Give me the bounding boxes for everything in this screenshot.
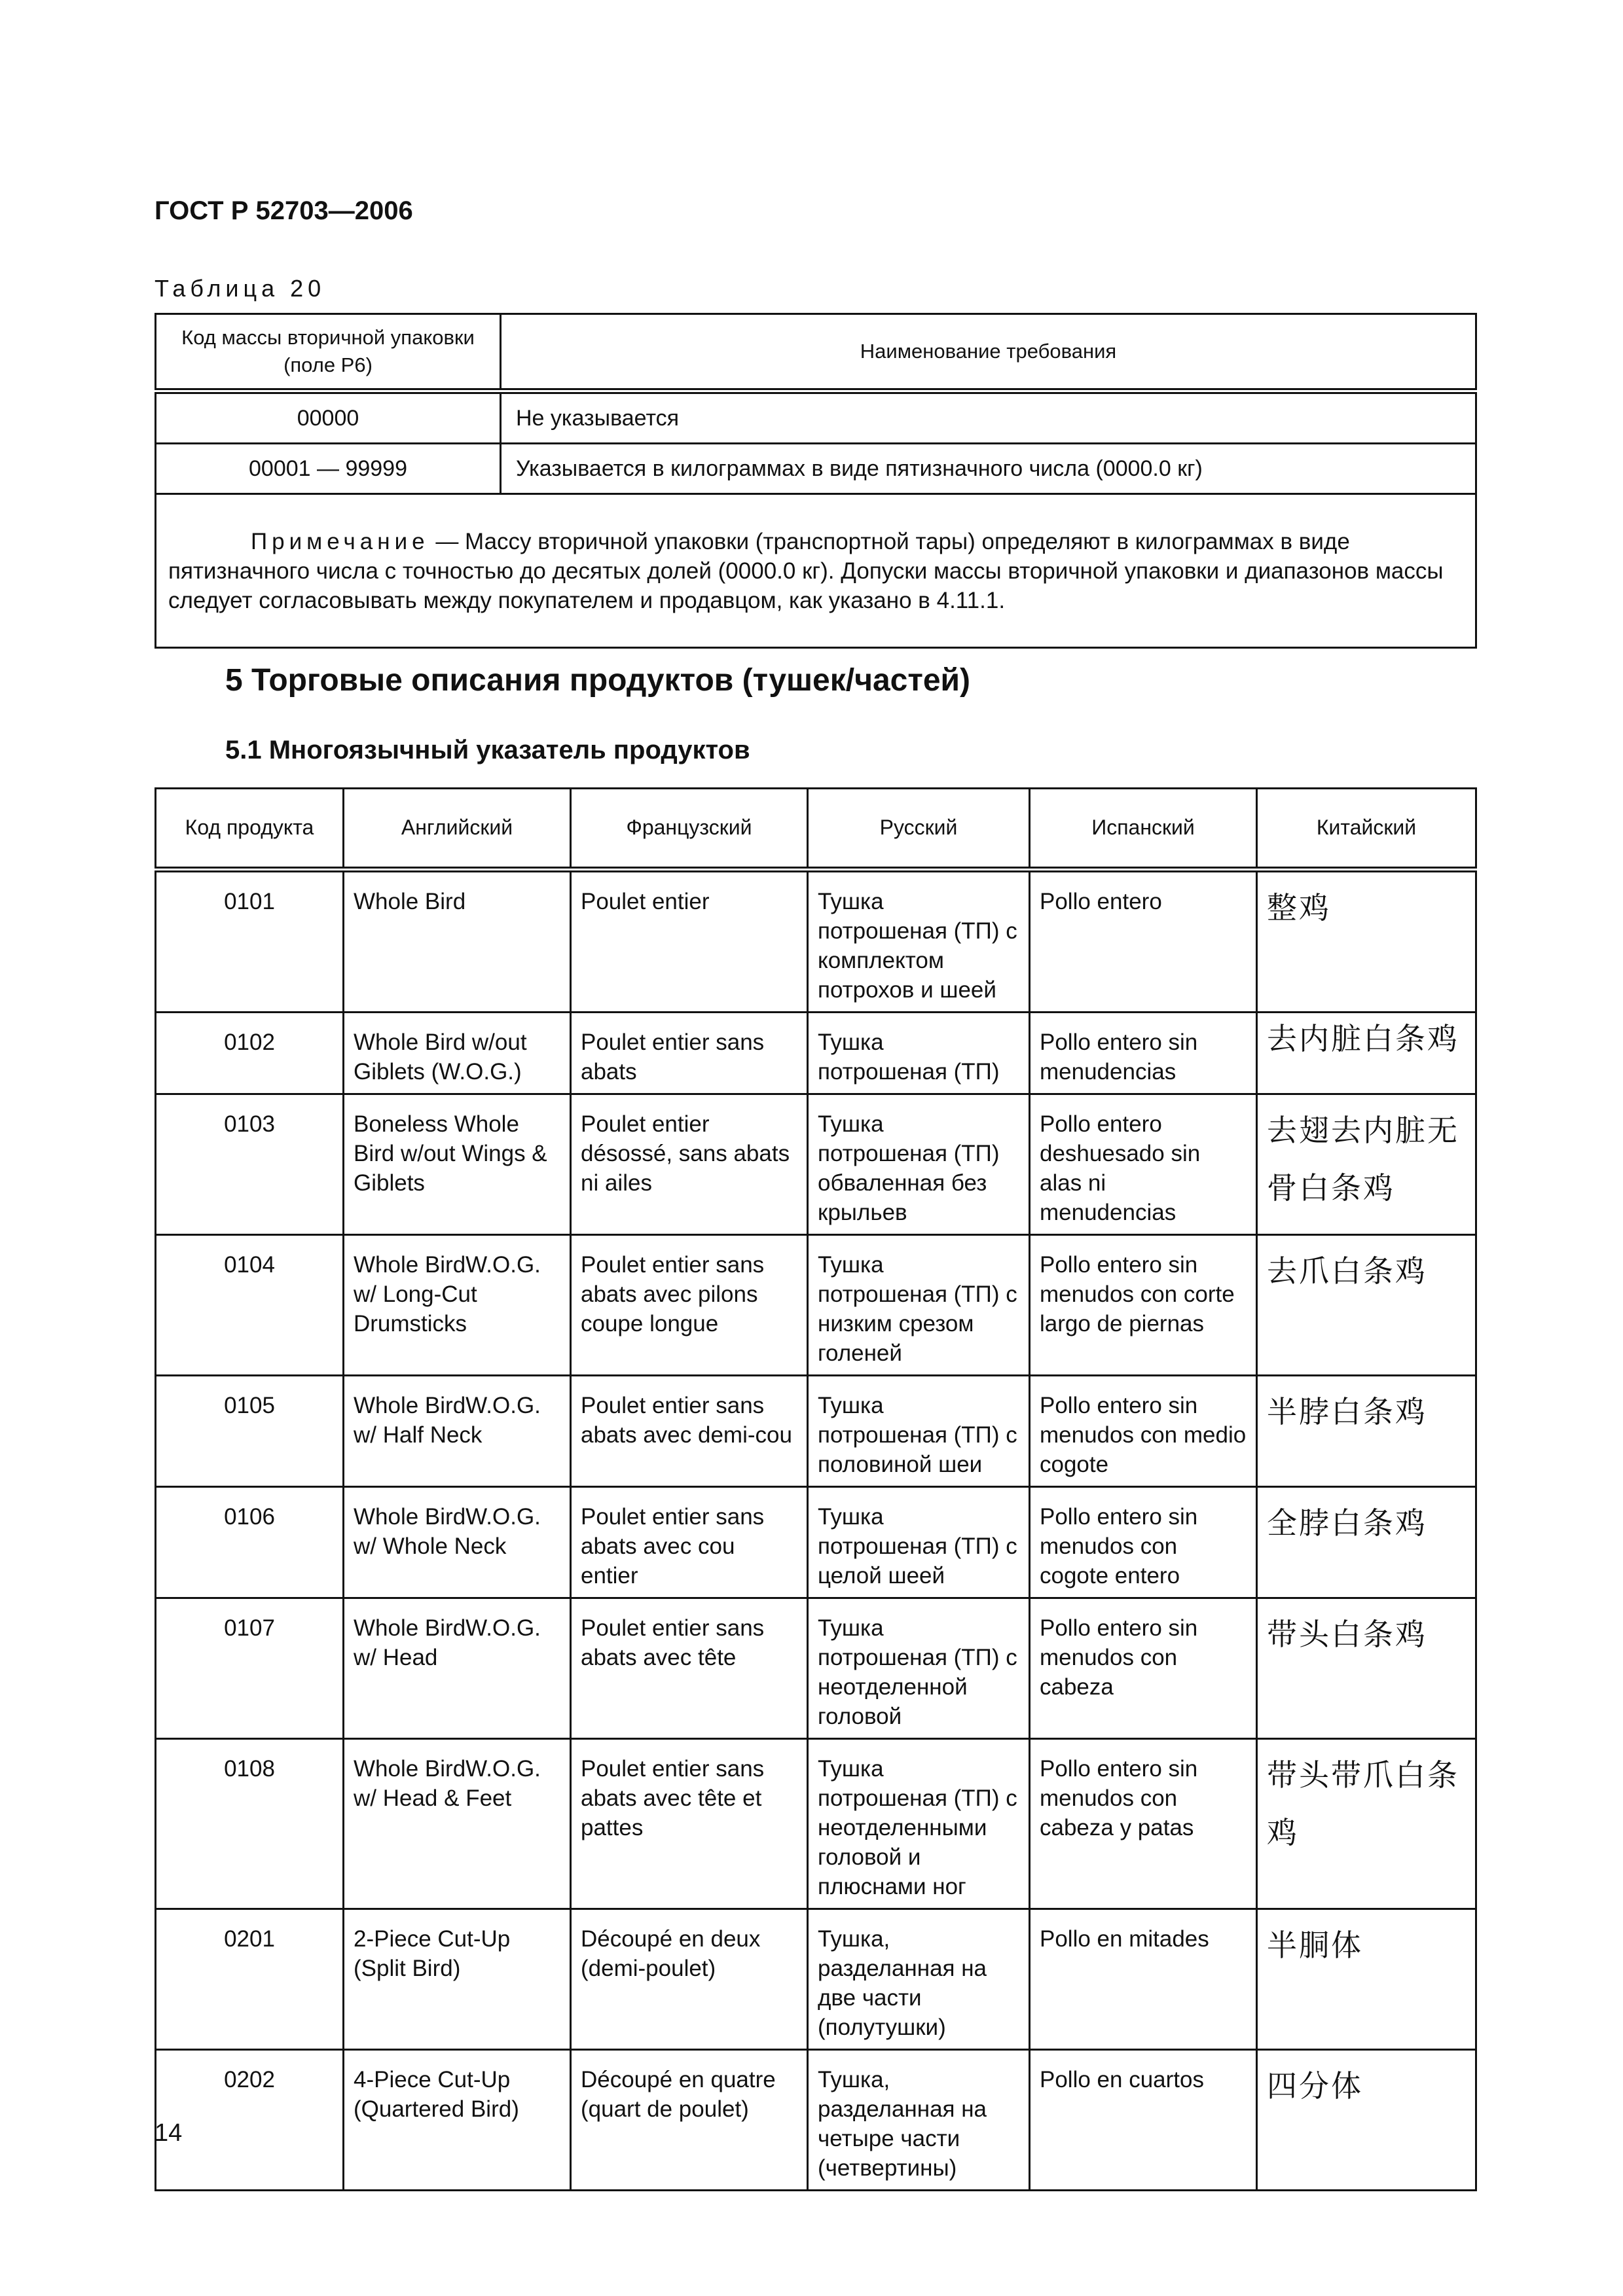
chinese-name-cell: 去翅去内脏无骨白条鸡 bbox=[1257, 1094, 1476, 1235]
english-name-cell: Whole BirdW.O.G. w/ Whole Neck bbox=[344, 1487, 571, 1598]
product-code-cell: 0107 bbox=[156, 1598, 344, 1739]
french-name-cell: Découpé en deux (demi-poulet) bbox=[571, 1909, 808, 2050]
table-row bbox=[156, 1598, 1476, 1739]
table-note bbox=[156, 494, 1476, 648]
french-name-cell: Poulet entier sans abats avec demi-cou bbox=[571, 1376, 808, 1487]
spanish-name-cell: Pollo entero sin menudencias bbox=[1030, 1013, 1257, 1094]
french-name-cell: Poulet entier désossé, sans abats ni ailes bbox=[571, 1094, 808, 1235]
russian-name-cell: Тушка потрошеная (ТП) с неотделенными головой и плюснами ног bbox=[808, 1739, 1030, 1909]
note-label: Примечание bbox=[251, 528, 429, 554]
english-name-cell: Whole Bird bbox=[344, 870, 571, 1013]
chinese-name-cell: 全脖白条鸡 bbox=[1257, 1487, 1476, 1598]
english-name-cell: Whole BirdW.O.G. w/ Head & Feet bbox=[344, 1739, 571, 1909]
weight-code-cell: 00000 bbox=[156, 391, 501, 444]
english-name-cell: Whole Bird w/out Giblets (W.O.G.) bbox=[344, 1013, 571, 1094]
spanish-name-cell: Pollo entero bbox=[1030, 870, 1257, 1013]
spanish-name-cell: Pollo entero sin menudos con corte largo de piernas bbox=[1030, 1235, 1257, 1376]
english-name-cell: Whole BirdW.O.G. w/ Head bbox=[344, 1598, 571, 1739]
chinese-name-cell: 半胴体 bbox=[1257, 1909, 1476, 2050]
spanish-name-cell: Pollo en cuartos bbox=[1030, 2050, 1257, 2191]
spanish-name-cell: Pollo entero sin menudos con cabeza bbox=[1030, 1598, 1257, 1739]
product-code-cell: 0103 bbox=[156, 1094, 344, 1235]
table-row bbox=[156, 1235, 1476, 1376]
table-row bbox=[156, 1013, 1476, 1094]
table-row bbox=[156, 444, 1476, 494]
product-code-cell: 0104 bbox=[156, 1235, 344, 1376]
chinese-name-cell: 整鸡 bbox=[1257, 870, 1476, 1013]
russian-name-cell: Тушка потрошеная (ТП) обваленная без крыльев bbox=[808, 1094, 1030, 1235]
table-row bbox=[156, 1739, 1476, 1909]
russian-name-cell: Тушка, разделанная на четыре части (четвертины) bbox=[808, 2050, 1030, 2191]
english-name-cell: 4-Piece Cut-Up (Quartered Bird) bbox=[344, 2050, 571, 2191]
table-caption: Таблица 20 bbox=[155, 275, 326, 302]
document-id-header: ГОСТ Р 52703—2006 bbox=[155, 196, 413, 225]
french-name-cell: Poulet entier bbox=[571, 870, 808, 1013]
english-name-cell: Whole BirdW.O.G. w/ Half Neck bbox=[344, 1376, 571, 1487]
russian-name-cell: Тушка, разделанная на две части (полутушки) bbox=[808, 1909, 1030, 2050]
column-header-french: Французский bbox=[571, 789, 808, 870]
french-name-cell: Poulet entier sans abats avec tête et pattes bbox=[571, 1739, 808, 1909]
column-header-chinese: Китайский bbox=[1257, 789, 1476, 870]
spanish-name-cell: Pollo entero deshuesado sin alas ni menudencias bbox=[1030, 1094, 1257, 1235]
column-header-requirement: Наименование требования bbox=[501, 314, 1476, 391]
spanish-name-cell: Pollo entero sin menudos con cogote entero bbox=[1030, 1487, 1257, 1598]
russian-name-cell: Тушка потрошеная (ТП) с целой шеей bbox=[808, 1487, 1030, 1598]
product-table-header-row bbox=[156, 789, 1476, 870]
table-row bbox=[156, 391, 1476, 444]
table-20-header-row bbox=[156, 314, 1476, 391]
french-name-cell: Poulet entier sans abats avec tête bbox=[571, 1598, 808, 1739]
subsection-heading: 5.1 Многоязычный указатель продуктов bbox=[225, 736, 750, 764]
french-name-cell: Poulet entier sans abats avec pilons coupe longue bbox=[571, 1235, 808, 1376]
table-row bbox=[156, 1094, 1476, 1235]
column-header-weight-code: Код массы вторичной упаковки (поле Р6) bbox=[156, 314, 501, 391]
table-row bbox=[156, 1909, 1476, 2050]
requirement-cell: Не указывается bbox=[501, 391, 1476, 444]
english-name-cell: Boneless Whole Bird w/out Wings & Giblets bbox=[344, 1094, 571, 1235]
product-code-cell: 0106 bbox=[156, 1487, 344, 1598]
column-header-code: Код продукта bbox=[156, 789, 344, 870]
column-header-english: Английский bbox=[344, 789, 571, 870]
english-name-cell: 2-Piece Cut-Up (Split Bird) bbox=[344, 1909, 571, 2050]
product-code-cell: 0105 bbox=[156, 1376, 344, 1487]
french-name-cell: Poulet entier sans abats avec cou entier bbox=[571, 1487, 808, 1598]
product-code-cell: 0202 bbox=[156, 2050, 344, 2191]
requirement-cell: Указывается в килограммах в виде пятизначного числа (0000.0 кг) bbox=[501, 444, 1476, 494]
chinese-name-cell: 去内脏白条鸡 bbox=[1257, 1013, 1476, 1094]
russian-name-cell: Тушка потрошеная (ТП) с половиной шеи bbox=[808, 1376, 1030, 1487]
product-index-table bbox=[155, 787, 1477, 2191]
russian-name-cell: Тушка потрошеная (ТП) bbox=[808, 1013, 1030, 1094]
russian-name-cell: Тушка потрошеная (ТП) с комплектом потрохов и шеей bbox=[808, 870, 1030, 1013]
table-row bbox=[156, 870, 1476, 1013]
note-text: — Массу вторичной упаковки (транспортной тары) определяют в килограммах в виде пятизначного числа с точностью до десятых долей (0000.0 кг). Допуски массы вторичной упаковки и диапазонов массы следует согласовывать между покупателем и продавцом, как указано в 4.11.1. bbox=[168, 528, 1444, 613]
product-code-cell: 0108 bbox=[156, 1739, 344, 1909]
spanish-name-cell: Pollo entero sin menudos con cabeza y patas bbox=[1030, 1739, 1257, 1909]
chinese-name-cell: 带头白条鸡 bbox=[1257, 1598, 1476, 1739]
chinese-name-cell: 半脖白条鸡 bbox=[1257, 1376, 1476, 1487]
product-code-cell: 0101 bbox=[156, 870, 344, 1013]
table-row bbox=[156, 1487, 1476, 1598]
table-row bbox=[156, 1376, 1476, 1487]
page-number: 14 bbox=[155, 2119, 183, 2147]
product-code-cell: 0201 bbox=[156, 1909, 344, 2050]
chinese-name-cell: 带头带爪白条鸡 bbox=[1257, 1739, 1476, 1909]
russian-name-cell: Тушка потрошеная (ТП) с низким срезом голеней bbox=[808, 1235, 1030, 1376]
french-name-cell: Découpé en quatre (quart de poulet) bbox=[571, 2050, 808, 2191]
column-header-spanish: Испанский bbox=[1030, 789, 1257, 870]
chinese-name-cell: 去爪白条鸡 bbox=[1257, 1235, 1476, 1376]
russian-name-cell: Тушка потрошеная (ТП) с неотделенной головой bbox=[808, 1598, 1030, 1739]
product-code-cell: 0102 bbox=[156, 1013, 344, 1094]
section-heading: 5 Торговые описания продуктов (тушек/частей) bbox=[225, 663, 971, 698]
spanish-name-cell: Pollo entero sin menudos con medio cogote bbox=[1030, 1376, 1257, 1487]
spanish-name-cell: Pollo en mitades bbox=[1030, 1909, 1257, 2050]
weight-code-cell: 00001 — 99999 bbox=[156, 444, 501, 494]
english-name-cell: Whole BirdW.O.G. w/ Long-Cut Drumsticks bbox=[344, 1235, 571, 1376]
table-20 bbox=[155, 313, 1477, 649]
column-header-russian: Русский bbox=[808, 789, 1030, 870]
french-name-cell: Poulet entier sans abats bbox=[571, 1013, 808, 1094]
table-note-row bbox=[156, 494, 1476, 648]
chinese-name-cell: 四分体 bbox=[1257, 2050, 1476, 2191]
table-row bbox=[156, 2050, 1476, 2191]
